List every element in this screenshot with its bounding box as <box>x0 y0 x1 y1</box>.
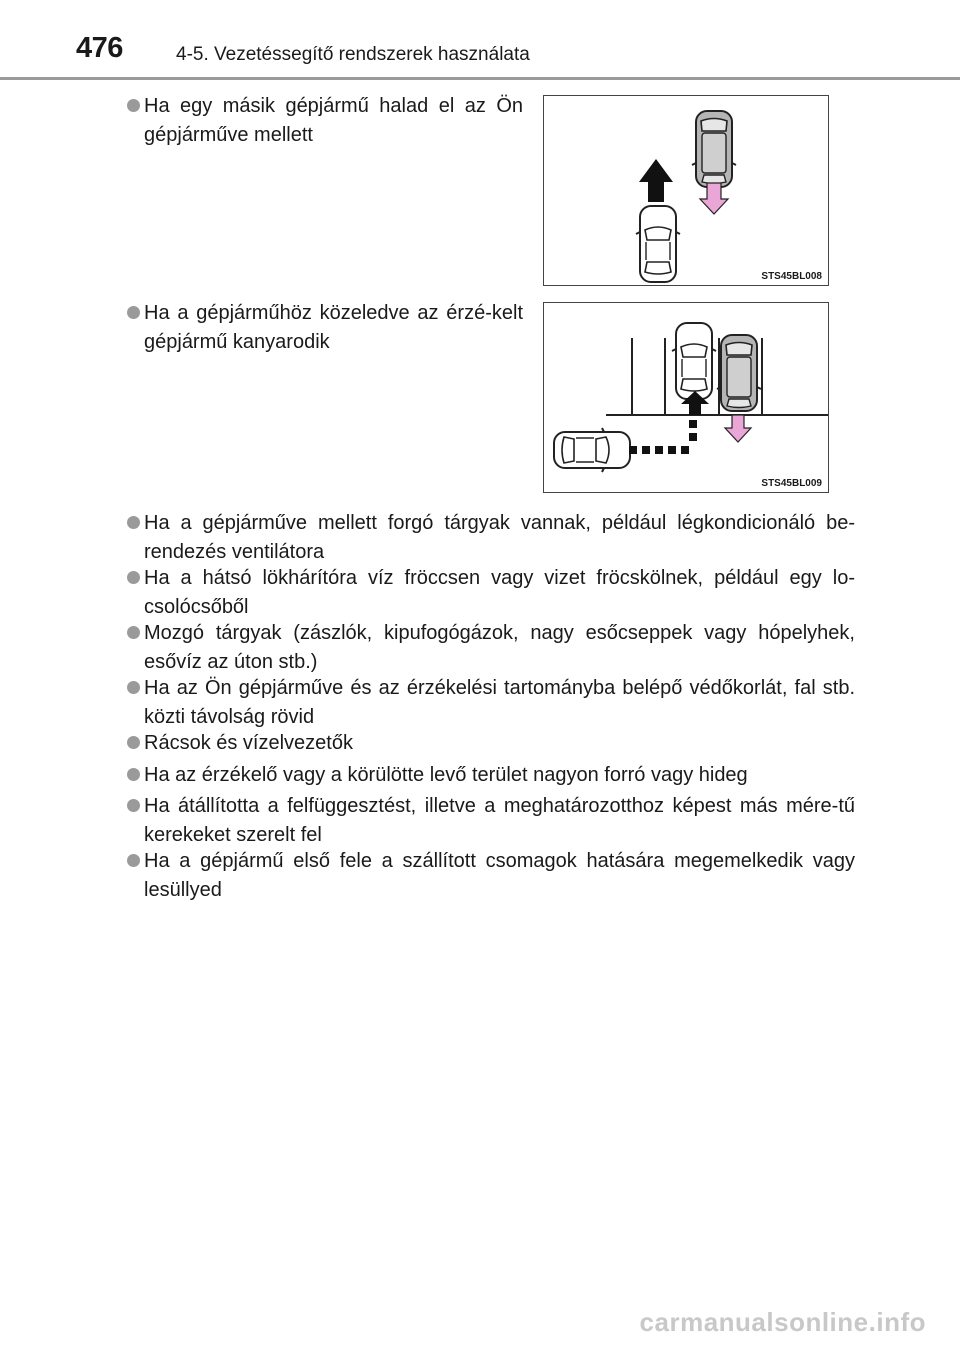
passing-vehicle-illustration <box>544 96 828 285</box>
turning-vehicle-illustration <box>544 303 828 492</box>
other-vehicle-icon <box>692 111 736 187</box>
dashed-path <box>629 420 697 454</box>
own-vehicle-icon <box>636 206 680 282</box>
list-item-text: Ha egy másik gépjármű halad el az Ön gépjárműve mellett <box>144 95 523 146</box>
list-item <box>127 564 855 622</box>
other-vehicle-icon <box>672 323 716 399</box>
figure-code: STS45BL008 <box>761 271 822 282</box>
bullet-icon <box>127 736 140 749</box>
figure-code: STS45BL009 <box>761 478 822 489</box>
list-item-text: Ha a gépjárműve mellett forgó tárgyak vannak, például légkondicionáló be-rendezés ventilátora <box>144 512 855 563</box>
bullet-icon <box>127 99 140 112</box>
arrow-down-icon <box>725 415 751 442</box>
bullet-icon <box>127 516 140 529</box>
figure-passing-vehicle <box>543 95 829 286</box>
list-item <box>127 729 855 758</box>
list-item-text: Ha átállította a felfüggesztést, illetve a meghatározotthoz képest más mére-tű kerekeket szerelt fel <box>144 795 855 846</box>
parking-lines <box>606 338 828 415</box>
bullet-icon <box>127 626 140 639</box>
figure-turning-vehicle <box>543 302 829 493</box>
list-item-text: Ha a gépjármű első fele a szállított csomagok hatására megemelkedik vagy lesüllyed <box>144 850 855 901</box>
bullet-icon <box>127 306 140 319</box>
bullet-icon <box>127 681 140 694</box>
bullet-icon <box>127 854 140 867</box>
header-rule <box>0 77 960 80</box>
bullet-icon <box>127 571 140 584</box>
list-item-text: Ha az Ön gépjárműve és az érzékelési tartományba belépő védőkorlát, fal stb. közti távolság rövid <box>144 677 855 728</box>
list-item <box>127 792 855 850</box>
list-item <box>127 847 855 905</box>
list-item-text: Ha az érzékelő vagy a körülötte levő terület nagyon forró vagy hideg <box>144 764 748 786</box>
list-item <box>127 761 855 790</box>
list-item <box>127 619 855 677</box>
bullet-icon <box>127 799 140 812</box>
list-item-text: Rácsok és vízelvezetők <box>144 732 353 754</box>
list-item <box>127 674 855 732</box>
list-item <box>127 92 523 150</box>
list-item-text: Mozgó tárgyak (zászlók, kipufogógázok, nagy esőcseppek vagy hópelyhek, esővíz az úton stb.) <box>144 622 855 673</box>
section-title: 4-5. Vezetéssegítő rendszerek használata <box>176 44 530 65</box>
page-header <box>0 0 960 80</box>
list-item-text: Ha a hátsó lökhárítóra víz fröccsen vagy vizet fröcskölnek, például egy lo-csolócsőből <box>144 567 855 618</box>
list-item <box>127 299 523 357</box>
list-item <box>127 509 855 567</box>
list-item-text: Ha a gépjárműhöz közeledve az érzé-kelt gépjármű kanyarodik <box>144 302 523 353</box>
arrow-up-icon <box>639 159 673 202</box>
page-number: 476 <box>76 32 123 64</box>
own-vehicle-icon <box>717 335 761 411</box>
bullet-icon <box>127 768 140 781</box>
turning-vehicle-icon <box>554 428 630 472</box>
watermark: carmanualsonline.info <box>639 1307 926 1337</box>
